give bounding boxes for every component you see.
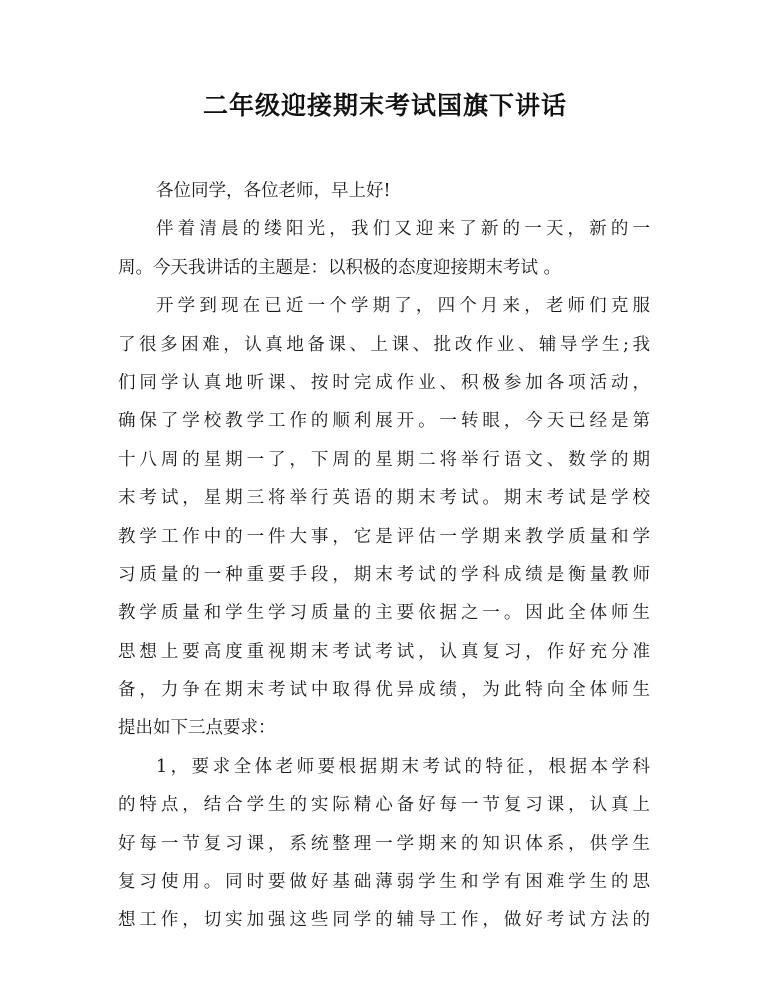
text-line: 伴着清晨的缕阳光，我们又迎来了新的一天，新的一: [156, 219, 650, 240]
document-title: 二年级迎接期末考试国旗下讲话: [202, 91, 567, 120]
text-line: 习质量的一种重要手段，期末考试的学科成绩是衡量教师: [118, 564, 650, 585]
text-line: 开学到现在已近一个学期了，四个月来，老师们克服: [156, 296, 650, 317]
text-line: 确保了学校教学工作的顺利展开。一转眼，今天已经是第: [118, 411, 650, 432]
text-line: 1，要求全体老师要根据期末考试的特征，根据本学科: [156, 756, 650, 777]
text-line: 好每一节复习课，系统整理一学期来的知识体系，供学生: [118, 833, 650, 854]
text-line: 思想上要高度重视期末考试考试，认真复习，作好充分准: [118, 641, 650, 662]
text-line: 末考试，星期三将举行英语的期末考试。期末考试是学校: [118, 488, 650, 509]
text-line: 各位同学，各位老师，早上好!: [156, 181, 391, 201]
document-body: [118, 172, 650, 940]
text-line: 了很多困难，认真地备课、上课、批改作业、辅导学生;我: [118, 334, 650, 355]
text-line: 教学工作中的一件大事，它是评估一学期来教学质量和学: [118, 526, 650, 547]
text-line: 想工作，切实加强这些同学的辅导工作，做好考试方法的: [118, 910, 650, 931]
text-line: 十八周的星期一了，下周的星期二将举行语文、数学的期: [118, 449, 650, 470]
text-line: 备，力争在期末考试中取得优异成绩，为此特向全体师生: [118, 680, 650, 701]
text-line: 教学质量和学生学习质量的主要依据之一。因此全体师生: [118, 603, 650, 624]
text-line: 复习使用。同时要做好基础薄弱学生和学有困难学生的思: [118, 872, 650, 893]
text-line: 周。今天我讲话的主题是：以积极的态度迎接期末考试 。: [118, 257, 562, 278]
text-line: 提出如下三点要求：: [118, 718, 276, 739]
text-line: 们同学认真地听课、按时完成作业、积极参加各项活动，: [118, 372, 650, 393]
text-line: 的特点，结合学生的实际精心备好每一节复习课，认真上: [118, 795, 650, 816]
